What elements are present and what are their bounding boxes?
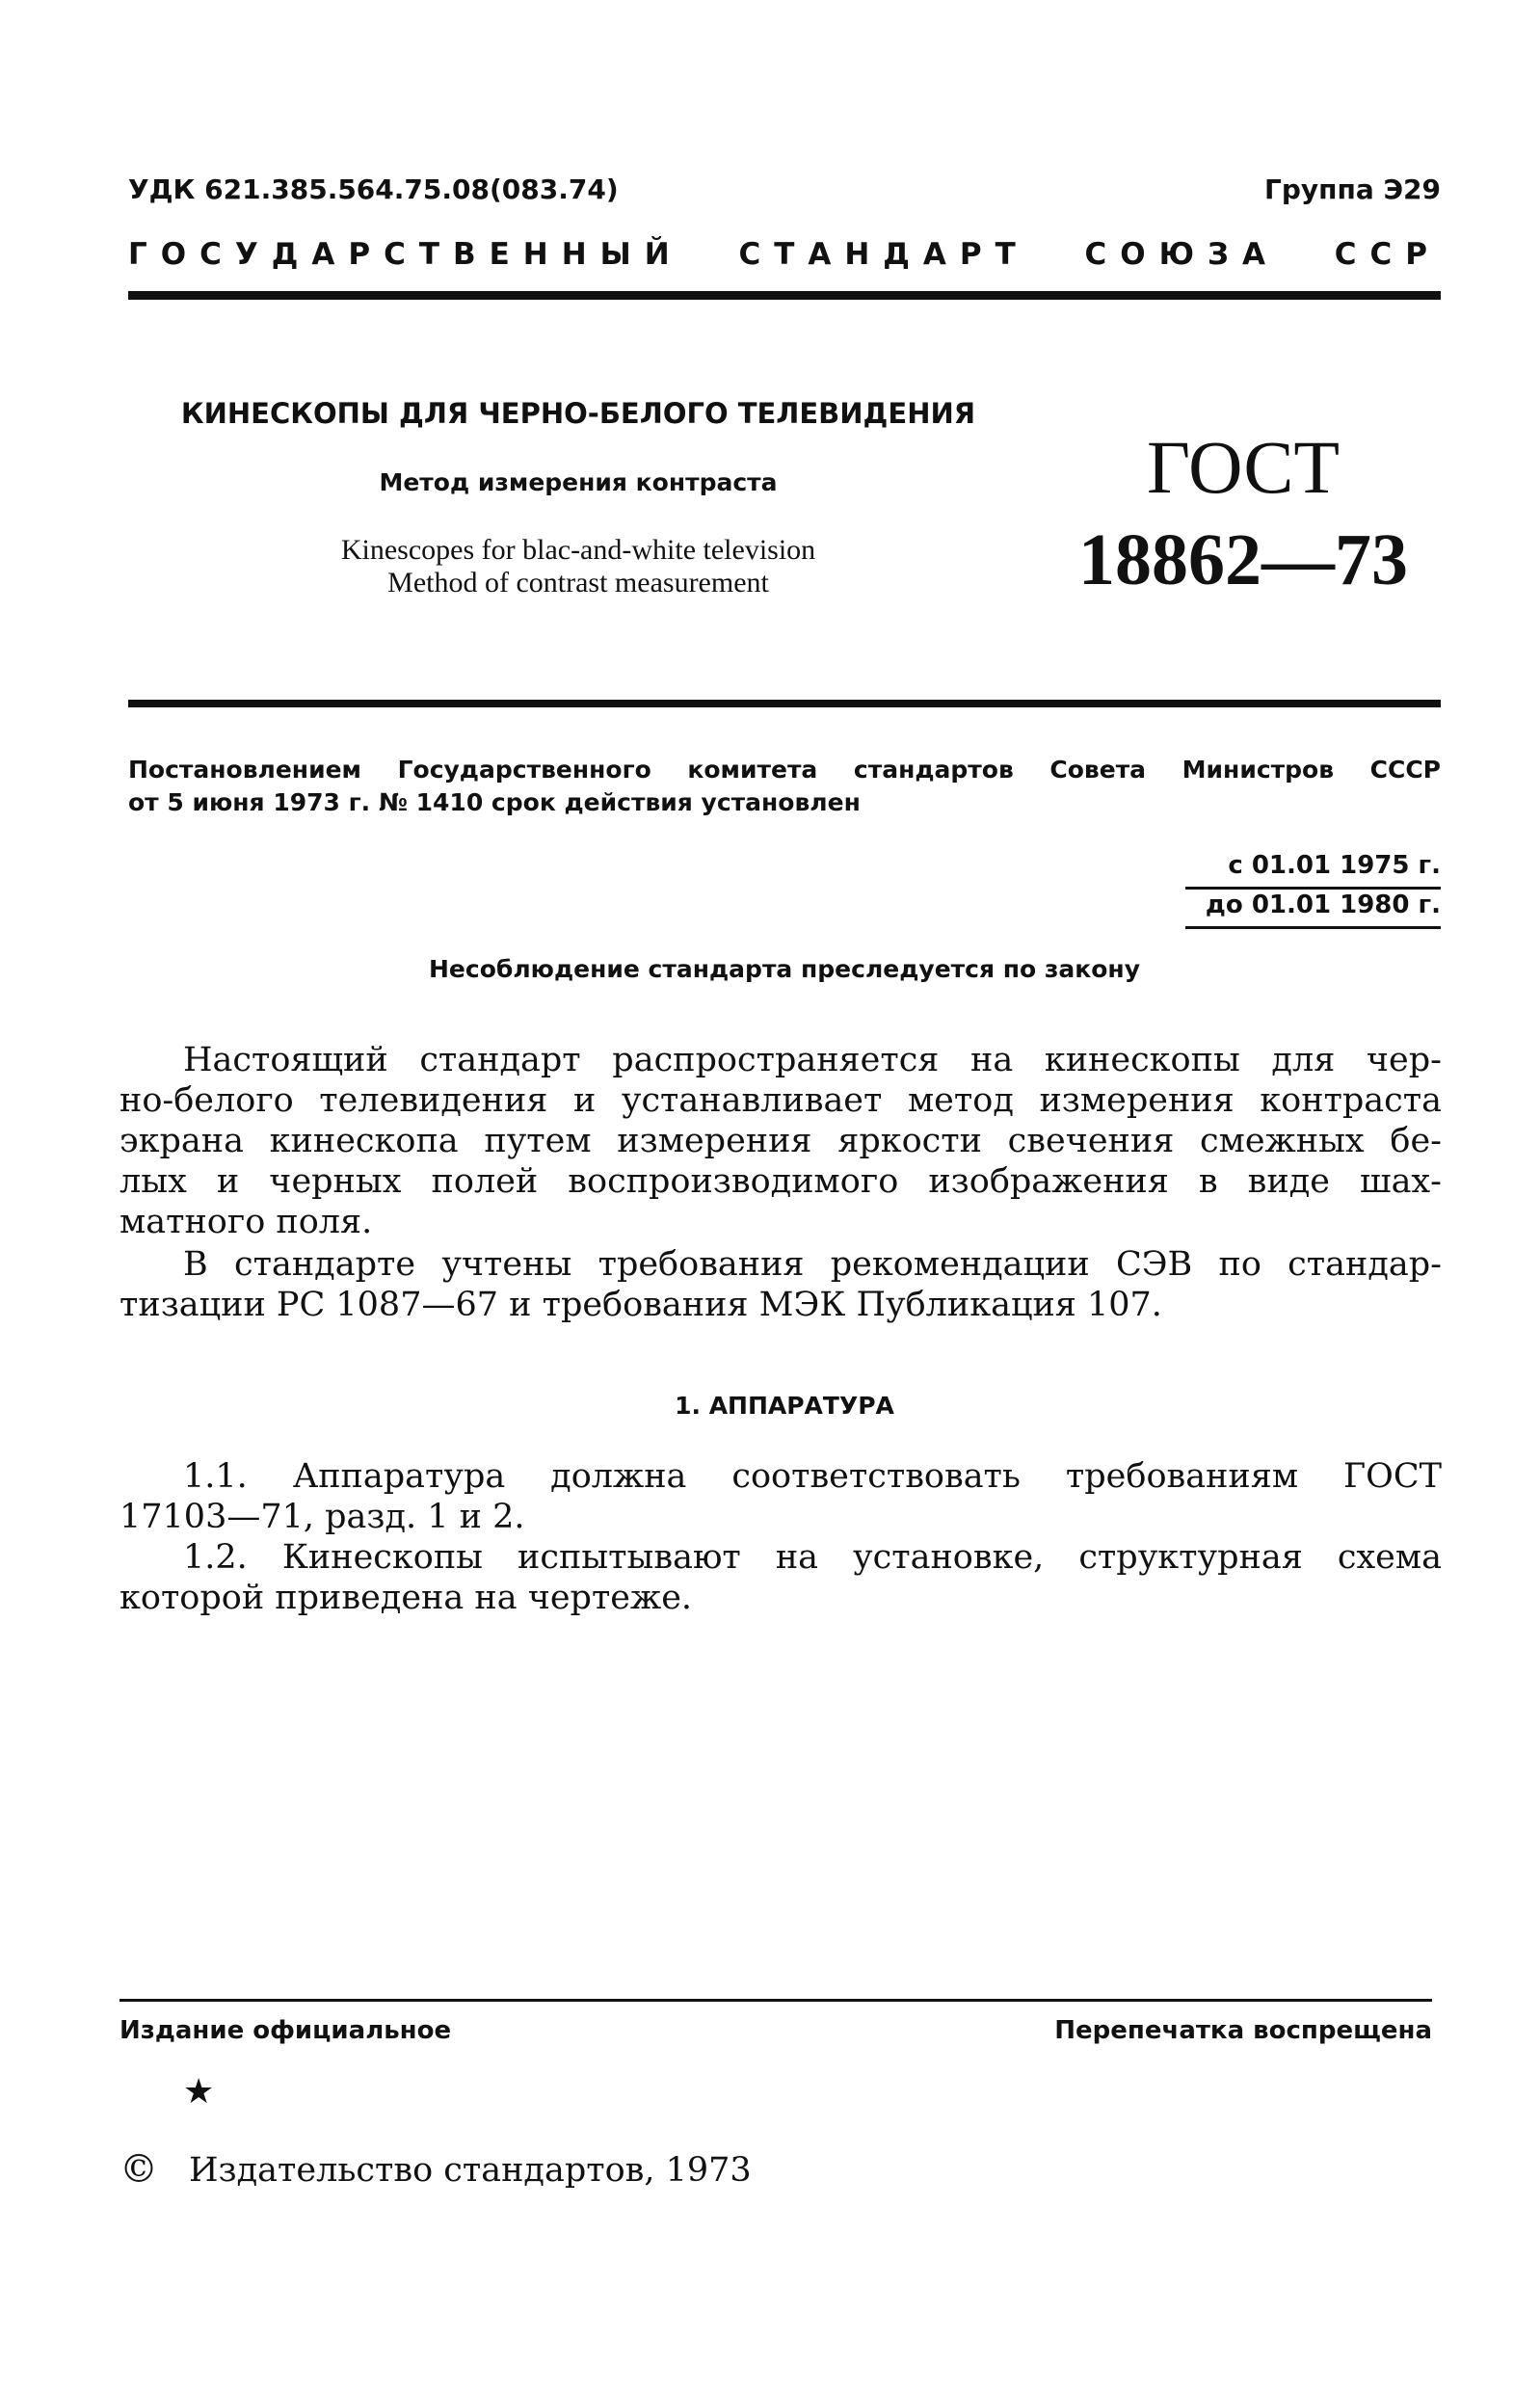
section-line: 1.1. Аппаратура должна соответствовать требованиям ГОСТ [183, 1457, 1442, 1496]
decree-line-1: Постановлением Государственного комитета стандартов Совета Министров СССР [128, 756, 1441, 784]
publisher: Издательство стандартов, 1973 [189, 2151, 752, 2190]
para1-line: лых и черных полей воспроизводимого изображения в виде шах- [119, 1162, 1442, 1201]
para2-line: В стандарте учтены требования рекомендации СЭВ по стандар- [183, 1245, 1442, 1284]
section-line: которой приведена на чертеже. [119, 1579, 693, 1617]
valid-from-underline [1185, 887, 1441, 890]
udk-code: УДК 621.385.564.75.08(083.74) [128, 173, 619, 205]
official-edition: Издание официальное [119, 2016, 452, 2045]
group-code: Группа Э29 [1264, 173, 1441, 205]
para1-line: Настоящий стандарт распространяется на кинескопы для чер- [183, 1041, 1442, 1079]
reprint-prohibited: Перепечатка воспрещена [1054, 2016, 1432, 2045]
valid-until-underline [1185, 926, 1441, 929]
para2-line: тизации РС 1087—67 и требования МЭК Публикация 107. [119, 1286, 1162, 1324]
gost-label: ГОСТ [1146, 425, 1341, 509]
en-subtitle: Method of contrast measurement [387, 567, 769, 598]
ru-title: КИНЕСКОПЫ ДЛЯ ЧЕРНО-БЕЛОГО ТЕЛЕВИДЕНИЯ [180, 397, 976, 430]
section-line: 1.2. Кинескопы испытывают на установке, структурная схема [183, 1538, 1442, 1577]
top-rule [128, 291, 1441, 300]
legal-warning: Несоблюдение стандарта преследуется по закону [429, 955, 1140, 983]
gost-number: 18862—73 [1078, 519, 1408, 600]
para1-line: но-белого телевидения и устанавливает метод измерения контраста [119, 1081, 1442, 1120]
en-title: Kinescopes for blac-and-white television [340, 534, 816, 566]
ru-subtitle: Метод измерения контраста [379, 468, 778, 496]
para1-line: экрана кинескопа путем измерения яркости свечения смежных бе- [119, 1122, 1442, 1160]
section-heading: 1. АППАРАТУРА [675, 1392, 894, 1420]
state-standard-banner: ГОСУДАРСТВЕННЫЙ СТАНДАРТ СОЮЗА ССР [128, 237, 1441, 272]
valid-until: до 01.01 1980 г. [1205, 891, 1441, 919]
valid-from: с 01.01 1975 г. [1228, 851, 1441, 880]
title-rule [128, 700, 1441, 707]
section-line: 17103—71, разд. 1 и 2. [119, 1498, 525, 1536]
decree-line-2: от 5 июня 1973 г. № 1410 срок действия установлен [128, 788, 861, 816]
copyright-icon: © [119, 2147, 158, 2192]
para1-line: матного поля. [119, 1203, 373, 1241]
star-icon: ★ [183, 2072, 215, 2112]
footer-rule [119, 1999, 1432, 2002]
